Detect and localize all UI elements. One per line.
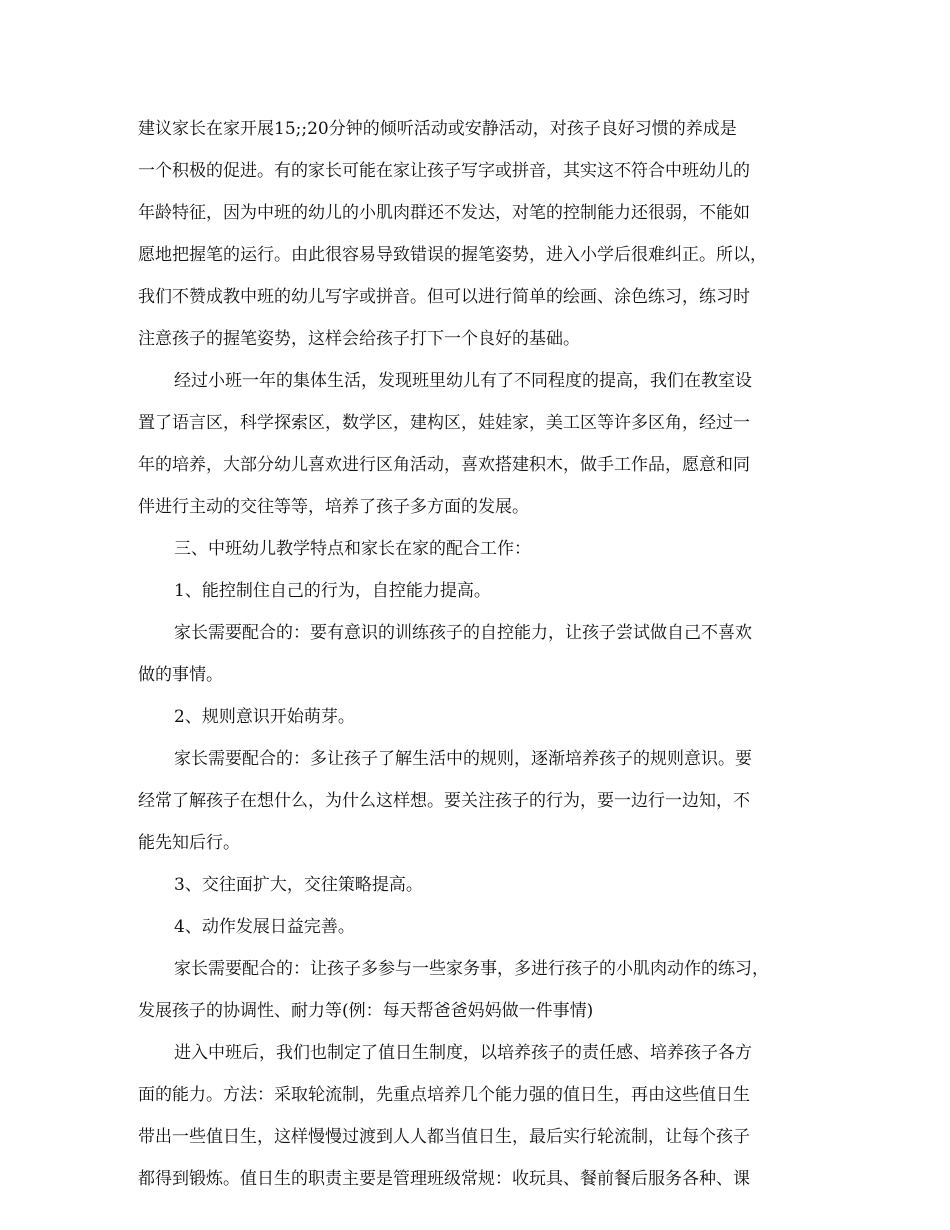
text-line: 我们不赞成教中班的幼儿写字或拼音。但可以进行简单的绘画、涂色练习，练习时	[138, 287, 750, 307]
text-line: 发展孩子的协调性、耐力等(例：每天帮爸爸妈妈做一件事情)	[138, 1001, 594, 1021]
text-line: 经过小班一年的集体生活，发现班里幼儿有了不同程度的提高，我们在教室设	[174, 371, 752, 391]
text-line: 年的培养，大部分幼儿喜欢进行区角活动，喜欢搭建积木，做手工作品，愿意和同	[138, 455, 750, 475]
text-line: 经常了解孩子在想什么，为什么这样想。要关注孩子的行为，要一边行一边知，不	[138, 791, 750, 811]
section-heading: 三、中班幼儿教学特点和家长在家的配合工作：	[174, 539, 531, 559]
text-line: 做的事情。	[138, 665, 223, 685]
text-line: 进入中班后，我们也制定了值日生制度，以培养孩子的责任感、培养孩子各方	[174, 1043, 752, 1063]
text-line: 年龄特征，因为中班的幼儿的小肌肉群还不发达，对笔的控制能力还很弱，不能如	[138, 203, 750, 223]
text-line: 置了语言区，科学探索区，数学区，建构区，娃娃家，美工区等许多区角，经过一	[138, 413, 750, 433]
text-line: 带出一些值日生，这样慢慢过渡到人人都当值日生，最后实行轮流制，让每个孩子	[138, 1127, 750, 1147]
text-line: 一个积极的促进。有的家长可能在家让孩子写字或拼音，其实这不符合中班幼儿的	[138, 161, 750, 181]
text-line: 家长需要配合的：多让孩子了解生活中的规则，逐渐培养孩子的规则意识。要	[174, 749, 752, 769]
list-item: 2、规则意识开始萌芽。	[174, 707, 355, 727]
text-line: 愿地把握笔的运行。由此很容易导致错误的握笔姿势，进入小学后很难纠正。所以，	[138, 245, 767, 265]
list-item: 4、动作发展日益完善。	[174, 917, 355, 937]
list-item: 1、能控制住自己的行为，自控能力提高。	[174, 581, 491, 601]
text-line: 建议家长在家开展15;;20分钟的倾听活动或安静活动，对孩子良好习惯的养成是	[138, 119, 737, 139]
text-line: 家长需要配合的：让孩子多参与一些家务事，多进行孩子的小肌肉动作的练习，	[174, 959, 769, 979]
text-line: 家长需要配合的：要有意识的训练孩子的自控能力，让孩子尝试做自己不喜欢	[174, 623, 752, 643]
text-line: 注意孩子的握笔姿势，这样会给孩子打下一个良好的基础。	[138, 329, 580, 349]
text-line: 伴进行主动的交往等等，培养了孩子多方面的发展。	[138, 497, 529, 517]
text-line: 能先知后行。	[138, 833, 240, 853]
list-item: 3、交往面扩大，交往策略提高。	[174, 875, 423, 895]
text-line: 面的能力。方法：采取轮流制，先重点培养几个能力强的值日生，再由这些值日生	[138, 1085, 750, 1105]
text-line: 都得到锻炼。值日生的职责主要是管理班级常规：收玩具、餐前餐后服务各种、课	[138, 1169, 750, 1189]
